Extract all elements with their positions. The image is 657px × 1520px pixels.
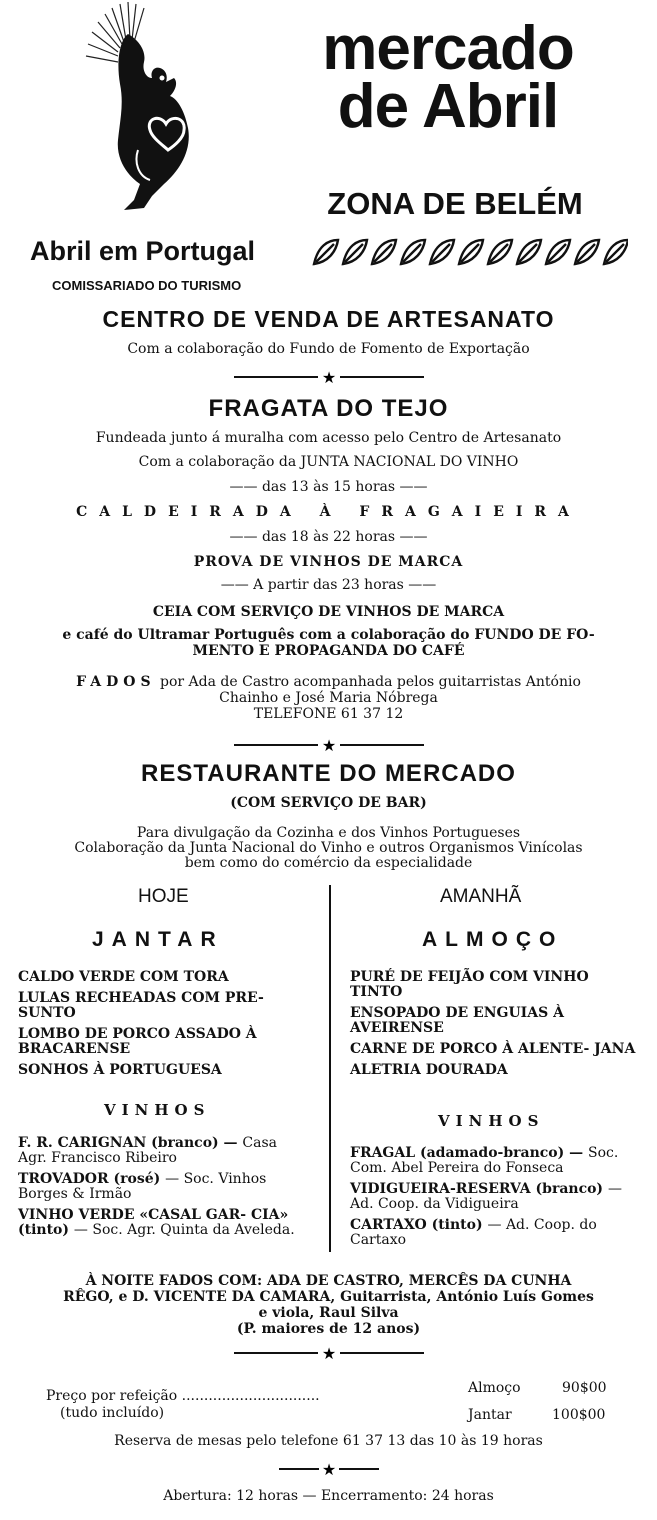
time-3-text: A partir das 23 horas <box>253 577 404 593</box>
noite-line2: RÊGO, e D. VICENTE DA CAMARA, Guitarrista, António Luís Gomes <box>63 1289 594 1305</box>
restaurante-line1: Para divulgação da Cozinha e dos Vinhos Portugueses <box>136 825 521 841</box>
footer-hours: Abertura: 12 horas — Encerramento: 24 horas <box>163 1488 494 1504</box>
wine-name: F. R. CARIGNAN (branco) — <box>18 1135 238 1151</box>
column-divider <box>329 885 331 1252</box>
separator <box>0 738 657 752</box>
svg-text:★: ★ <box>321 370 336 384</box>
fados-line2: Chainho e José Maria Nóbrega <box>219 690 438 706</box>
title-line1: mercado <box>322 14 574 83</box>
wine-name: FRAGAL (adamado-branco) — <box>350 1145 584 1161</box>
time-1-text: das 13 às 15 horas <box>261 479 396 495</box>
fragata-phone: TELEFONE 61 37 12 <box>253 706 404 722</box>
separator <box>0 1346 657 1360</box>
noite-line1: À NOITE FADOS COM: ADA DE CASTRO, MERCÊS DA CUNHA <box>85 1273 572 1289</box>
fados-line1 <box>0 675 657 690</box>
wine-item <box>350 1218 642 1248</box>
fados-text: por Ada de Castro acompanhada pelos guitarristas António <box>160 674 581 690</box>
wine-item <box>18 1208 310 1238</box>
wine-name: TROVADOR (rosé) <box>18 1171 161 1187</box>
price-label: Preço por refeição ............................... <box>46 1388 320 1404</box>
wine-producer: — Soc. Agr. Quinta da Aveleda. <box>73 1222 295 1238</box>
separator-small <box>0 1462 657 1476</box>
wine-item <box>18 1172 310 1202</box>
restaurante-title: RESTAURANTE DO MERCADO <box>141 760 516 787</box>
wine-name: VINHO VERDE «CASAL GAR- CIA» (tinto) <box>18 1207 289 1238</box>
amanha-heading: AMANHÃ <box>440 886 522 907</box>
hoje-wines-heading: VINHOS <box>104 1101 211 1119</box>
dish-item: CALDO VERDE COM TORA <box>18 969 229 985</box>
wine-item <box>18 1136 310 1166</box>
separator <box>0 370 657 384</box>
fragata-line2: Com a colaboração da JUNTA NACIONAL DO VINHO <box>138 454 519 470</box>
dish-item: PURÉ DE FEIJÃO COM VINHO TINTO <box>350 969 589 1000</box>
dish-item: LOMBO DE PORCO ASSADO À BRACARENSE <box>18 1026 257 1057</box>
noite-line3: e viola, Raul Silva <box>258 1305 399 1321</box>
title-line2: de Abril <box>337 72 559 141</box>
title-block <box>258 14 638 141</box>
time-2: —— das 18 às 22 horas —— <box>229 529 428 545</box>
wine-name: CARTAXO (tinto) <box>350 1217 483 1233</box>
amanha-wines-heading: VINHOS <box>438 1112 545 1130</box>
noite-line4: (P. maiores de 12 anos) <box>236 1321 421 1337</box>
centro-subtitle: Com a colaboração do Fundo de Fomento de Exportação <box>127 341 530 357</box>
wine-name: VIDIGUEIRA-RESERVA (branco) <box>350 1181 604 1197</box>
wine-producer: — Ad. Coop. da Vidigueira <box>350 1181 622 1212</box>
zone-label: ZONA DE BELÉM <box>327 186 583 221</box>
wine-producer: Soc. Com. Abel Pereira do Fonseca <box>350 1145 619 1176</box>
organizer: COMISSARIADO DO TURISMO <box>52 278 242 293</box>
wine-item <box>350 1146 642 1176</box>
centro-title: CENTRO DE VENDA DE ARTESANATO <box>102 306 555 332</box>
dish-item: ALETRIA DOURADA <box>350 1062 508 1078</box>
svg-text:★: ★ <box>321 1346 336 1360</box>
event-ceia-line2: e café do Ultramar Português com a colaboração do FUNDO DE FO- <box>62 627 595 643</box>
event-caldeirada: CALDEIRADA À FRAGAIEIRA <box>76 504 581 520</box>
amanha-meal: ALMOÇO <box>422 928 564 951</box>
amanha-wines <box>350 1146 642 1254</box>
reserva: Reserva de mesas pelo telefone 61 37 13 das 10 às 19 horas <box>114 1433 543 1449</box>
event-ceia: CEIA COM SERVIÇO DE VINHOS DE MARCA <box>152 604 505 620</box>
event-prova: PROVA DE VINHOS DE MARCA <box>193 554 464 570</box>
jantar-price: 100$00 <box>552 1407 606 1423</box>
hoje-wines <box>18 1136 310 1244</box>
restaurante-line3: bem como do comércio da especialidade <box>184 855 473 871</box>
restaurante-subtitle: (COM SERVIÇO DE BAR) <box>230 795 427 811</box>
fragata-line1: Fundeada junto á muralha com acesso pelo Centro de Artesanato <box>95 430 562 446</box>
time-2-text: das 18 às 22 horas <box>261 529 396 545</box>
wine-producer: — Soc. Vinhos Borges & Irmão <box>18 1171 267 1202</box>
wine-producer: Casa Agr. Francisco Ribeiro <box>18 1135 278 1166</box>
restaurante-line2: Colaboração da Junta Nacional do Vinho e outros Organismos Vinícolas <box>74 840 583 856</box>
event-name: Abril em Portugal <box>30 236 256 266</box>
almoco-price: 90$00 <box>562 1380 607 1396</box>
hoje-dishes <box>18 970 310 1084</box>
svg-text:★: ★ <box>321 1462 336 1476</box>
hoje-heading: HOJE <box>138 886 189 907</box>
time-3: —— A partir das 23 horas —— <box>220 577 437 593</box>
almoco-label: Almoço <box>468 1380 521 1396</box>
amanha-dishes <box>350 970 642 1084</box>
hoje-meal: JANTAR <box>92 928 224 951</box>
dish-item: CARNE DE PORCO À ALENTE- JANA <box>350 1041 636 1057</box>
rooster-logo <box>80 0 210 228</box>
dish-item: LULAS RECHEADAS COM PRE- SUNTO <box>18 990 264 1021</box>
dish-item: ENSOPADO DE ENGUIAS À AVEIRENSE <box>350 1005 564 1036</box>
fragata-title: FRAGATA DO TEJO <box>208 395 449 422</box>
svg-text:★: ★ <box>321 738 336 752</box>
event-ceia-line3: MENTO E PROPAGANDA DO CAFÉ <box>192 643 465 659</box>
wine-producer: — Ad. Coop. do Cartaxo <box>350 1217 597 1248</box>
jantar-label: Jantar <box>468 1407 512 1423</box>
fados-label: FADOS <box>76 674 156 690</box>
dish-item: SONHOS À PORTUGUESA <box>18 1062 222 1078</box>
price-note: (tudo incluído) <box>60 1405 165 1421</box>
wine-item <box>350 1182 642 1212</box>
leaf-ornament <box>310 236 628 268</box>
time-1: —— das 13 às 15 horas —— <box>229 479 428 495</box>
